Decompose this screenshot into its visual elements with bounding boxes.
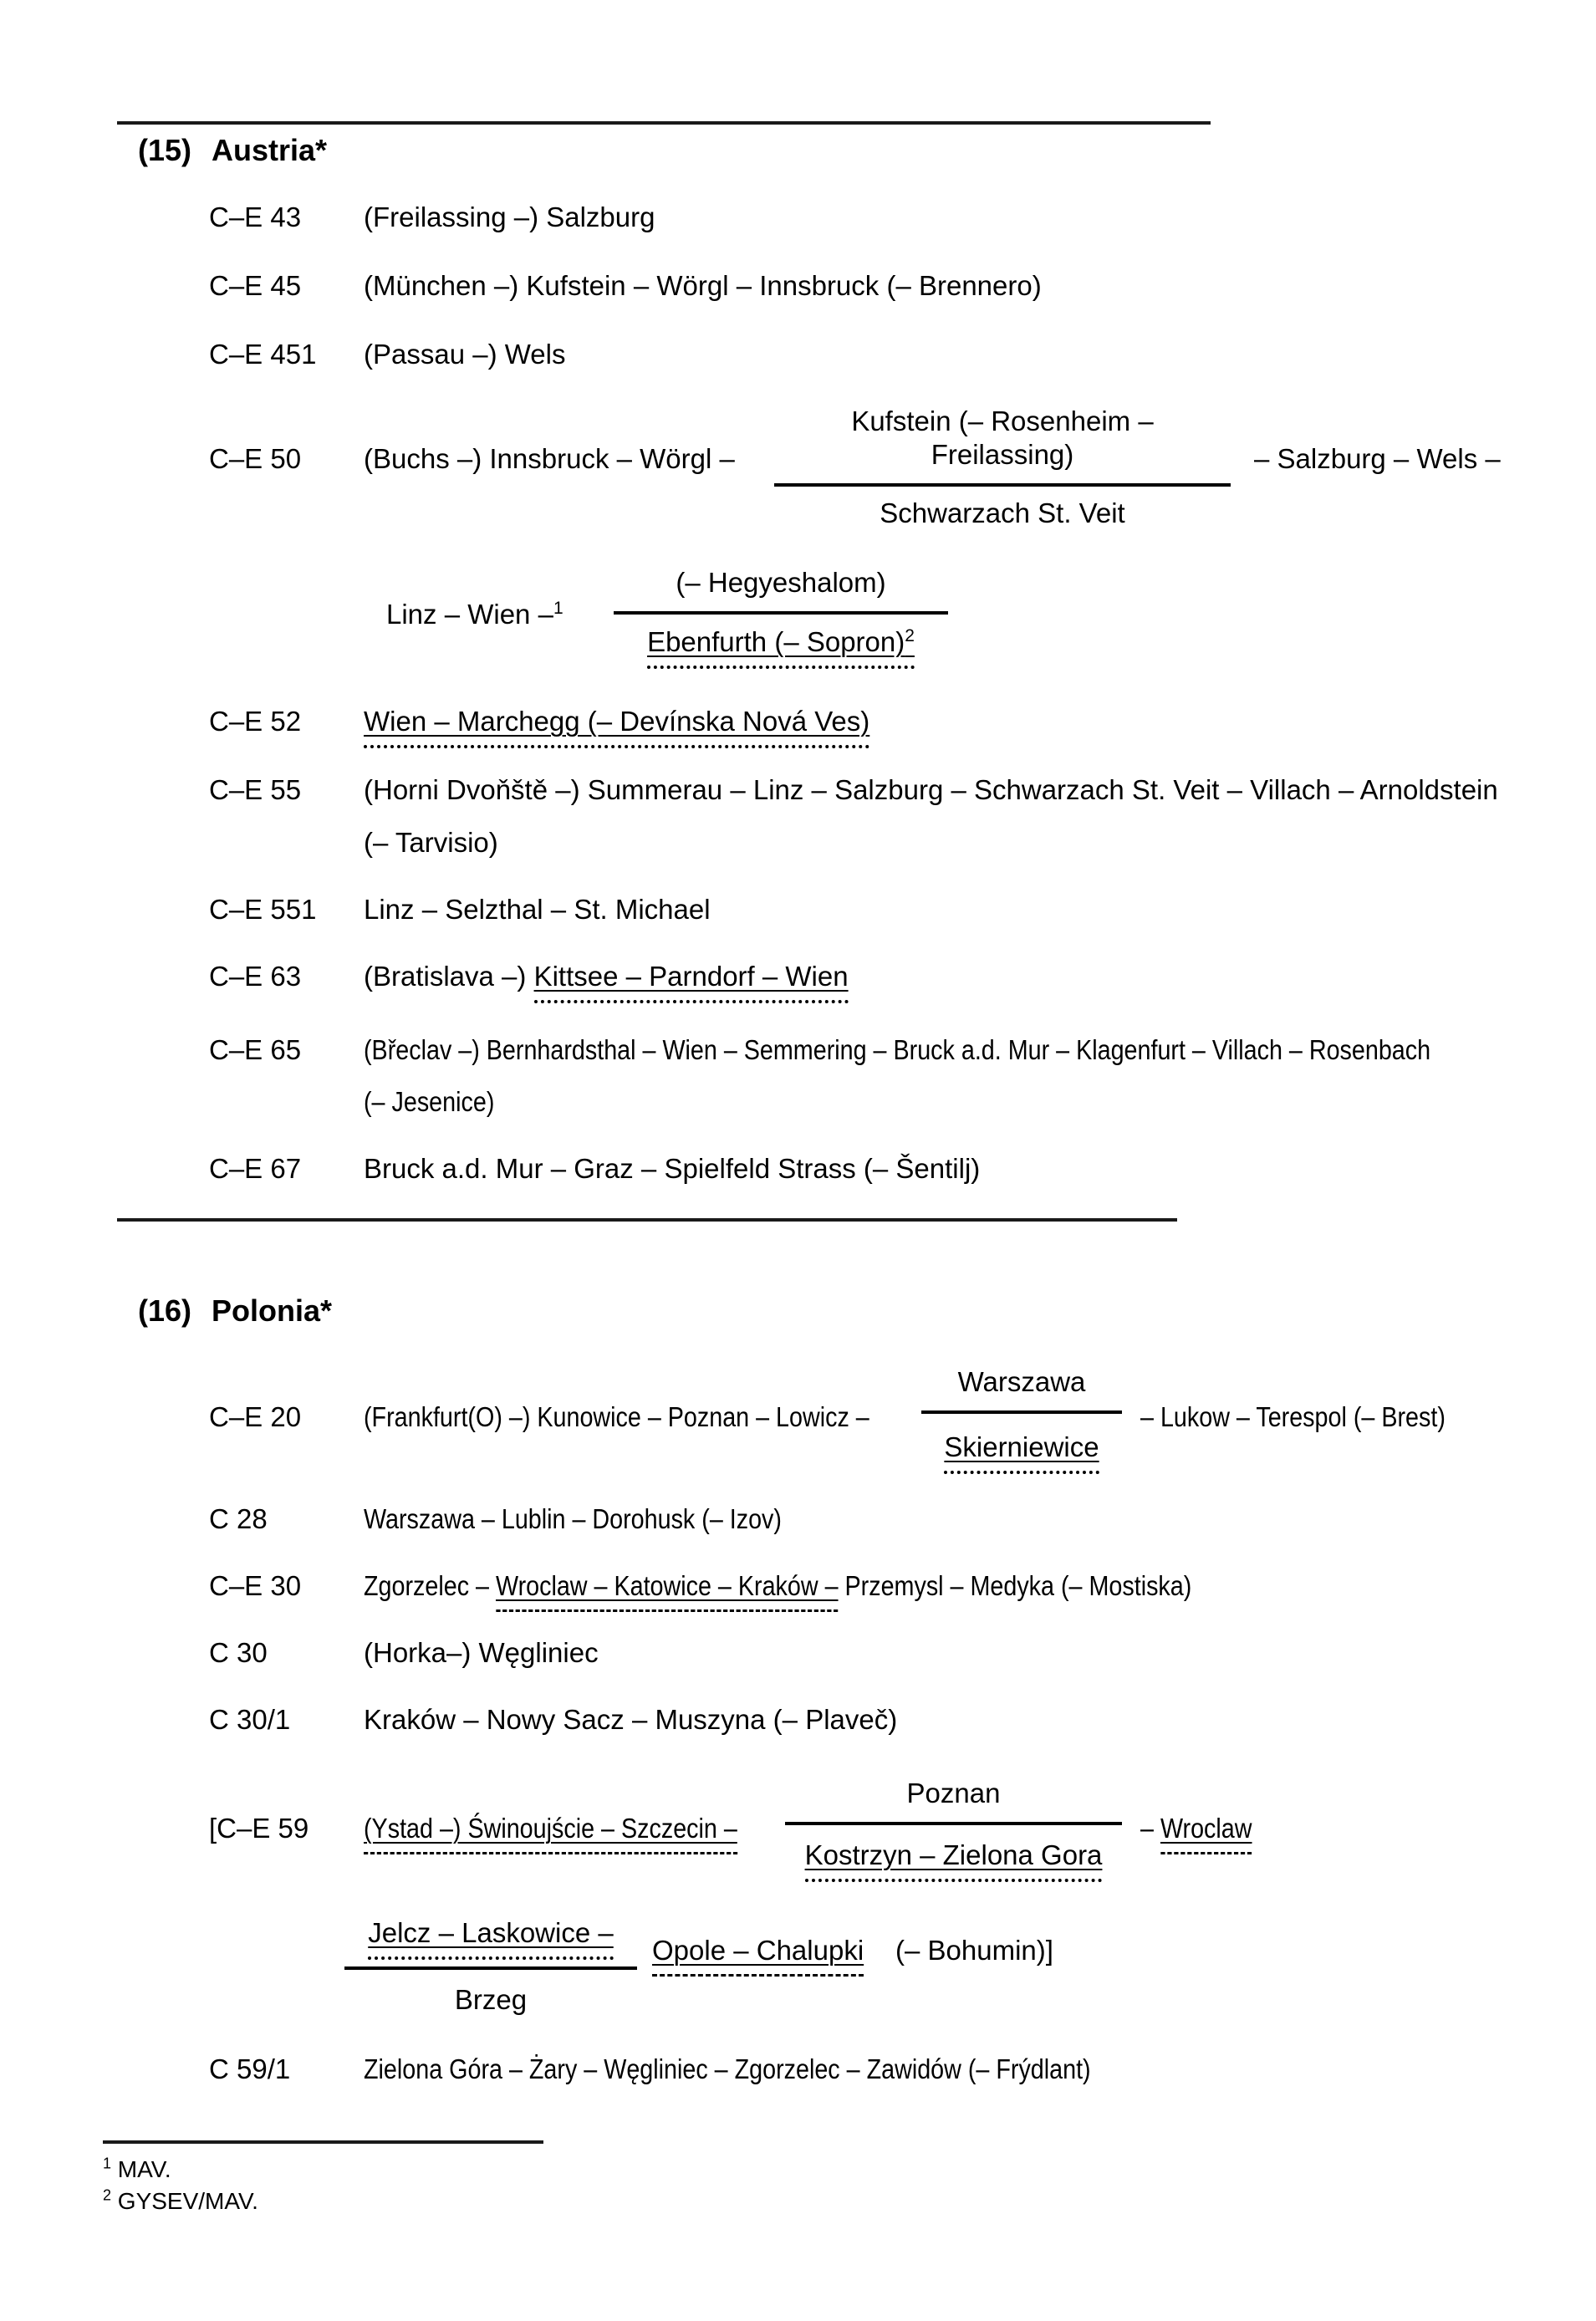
line-code: C–E 50: [209, 443, 302, 474]
route-text-mid: Opole – Chalupki: [652, 1934, 864, 1977]
line-code: C 30/1: [209, 1704, 291, 1735]
route-text-line2: (– Jesenice): [364, 1086, 495, 1117]
route-text-post: – Wroclaw: [1140, 1812, 1268, 1854]
section-title: Austria*: [212, 133, 328, 167]
section-austria-top-rule: [117, 121, 1211, 125]
route-text: (München –) Kufstein – Wörgl – Innsbruck (– Brennero): [364, 270, 1042, 301]
line-code: C–E 67: [209, 1153, 302, 1184]
line-code: C–E 551: [209, 894, 317, 925]
route-text-line2: (– Tarvisio): [364, 827, 498, 858]
fraction-numerator: Poznan: [785, 1777, 1122, 1825]
route-text-pre: Linz – Wien –$^1$: [386, 599, 563, 630]
line-code: C 28: [209, 1503, 268, 1534]
route-text-pre: (Ystad –) Świnoujście – Szczecin –: [364, 1812, 793, 1854]
fraction-denominator: Brzeg: [454, 1984, 528, 2015]
route-fraction: [774, 405, 1231, 530]
section-title: Polonia*: [212, 1293, 333, 1328]
route-text: Warszawa – Lublin – Dorohusk (– Izov): [364, 1503, 782, 1534]
route-text: Bruck a.d. Mur – Graz – Spielfeld Strass (– Šentilj): [364, 1153, 981, 1184]
fraction-denominator: Ebenfurth (– Sopron)$^2$: [614, 615, 948, 669]
line-code: C 30: [209, 1637, 268, 1668]
route-text: (Passau –) Wels: [364, 339, 566, 370]
line-code: C–E 65: [209, 1034, 302, 1065]
route-text-post: – Lukow – Terespol (– Brest): [1140, 1401, 1446, 1432]
route-text-line1: (Břeclav –) Bernhardsthal – Wien – Semmering – Bruck a.d. Mur – Klagenfurt – Villach – Rosenbach: [364, 1034, 1431, 1065]
route-text-post: – Salzburg – Wels –: [1254, 443, 1501, 474]
fraction-numerator: Jelcz – Laskowice –: [344, 1916, 637, 1970]
line-code: [C–E 59: [209, 1813, 309, 1844]
line-code: C–E 30: [209, 1570, 302, 1601]
section-polonia-heading: [138, 1293, 332, 1329]
line-code: C–E 45: [209, 270, 302, 301]
fraction-denominator: Skierniewice: [921, 1414, 1122, 1474]
line-code: C–E 20: [209, 1401, 302, 1432]
line-code: C 59/1: [209, 2053, 291, 2084]
line-code: C–E 451: [209, 339, 317, 370]
fraction-denominator: Kostrzyn – Zielona Gora: [785, 1825, 1122, 1882]
route-text: (Horka–) Węgliniec: [364, 1637, 599, 1668]
route-fraction: [921, 1365, 1122, 1474]
footnote-marker: 1: [103, 2155, 112, 2172]
fraction-denominator: Schwarzach St. Veit: [880, 497, 1125, 528]
route-text: (Bratislava –) Kittsee – Parndorf – Wien: [364, 960, 849, 1003]
route-text: (Freilassing –) Salzburg: [364, 201, 655, 232]
footnote-marker: 2: [103, 2186, 112, 2204]
footnote-ref-2: 2: [905, 626, 915, 645]
line-code: C–E 52: [209, 706, 302, 737]
route-fraction: [614, 566, 948, 669]
route-text-pre: (Buchs –) Innsbruck – Wörgl –: [364, 443, 735, 474]
route-text: Zgorzelec – Wroclaw – Katowice – Kraków – Przemysl – Medyka (– Mostiska): [364, 1569, 1315, 1612]
section-number: (16): [138, 1293, 192, 1328]
fraction-numerator: Kufstein (– Rosenheim – Freilassing): [774, 405, 1231, 487]
route-text: Wien – Marchegg (– Devínska Nová Ves): [364, 705, 869, 748]
section-number: (15): [138, 133, 192, 167]
footnote-ref-1: 1: [553, 599, 563, 618]
route-fraction: [785, 1777, 1122, 1882]
line-code: C–E 63: [209, 961, 302, 992]
footnote-text: MAV.: [117, 2156, 171, 2182]
fraction-numerator: (– Hegyeshalom): [614, 566, 948, 615]
footnote-2: [103, 2187, 258, 2216]
line-code: C–E 43: [209, 201, 302, 232]
route-text-line1: (Horni Dvoňště –) Summerau – Linz – Salzburg – Schwarzach St. Veit – Villach – Arnoldstein: [364, 774, 1498, 805]
section-austria-heading: [138, 132, 327, 169]
route-text: Kraków – Nowy Sacz – Muszyna (– Plaveč): [364, 1704, 898, 1735]
route-fraction: [344, 1916, 637, 2017]
footnote-1: [103, 2155, 171, 2184]
route-text: Zielona Góra – Żary – Węgliniec – Zgorzelec – Zawidów (– Frýdlant): [364, 2053, 1091, 2084]
line-code: C–E 55: [209, 774, 302, 805]
fraction-numerator: Warszawa: [921, 1365, 1122, 1414]
route-text-post: (– Bohumin)]: [895, 1935, 1053, 1966]
route-text: Linz – Selzthal – St. Michael: [364, 894, 711, 925]
footnote-rule: [103, 2140, 543, 2144]
route-text-pre: (Frankfurt(O) –) Kunowice – Poznan – Lowicz –: [364, 1401, 869, 1432]
section-austria-bottom-rule: [117, 1218, 1177, 1222]
footnote-text: GYSEV/MAV.: [117, 2188, 258, 2214]
